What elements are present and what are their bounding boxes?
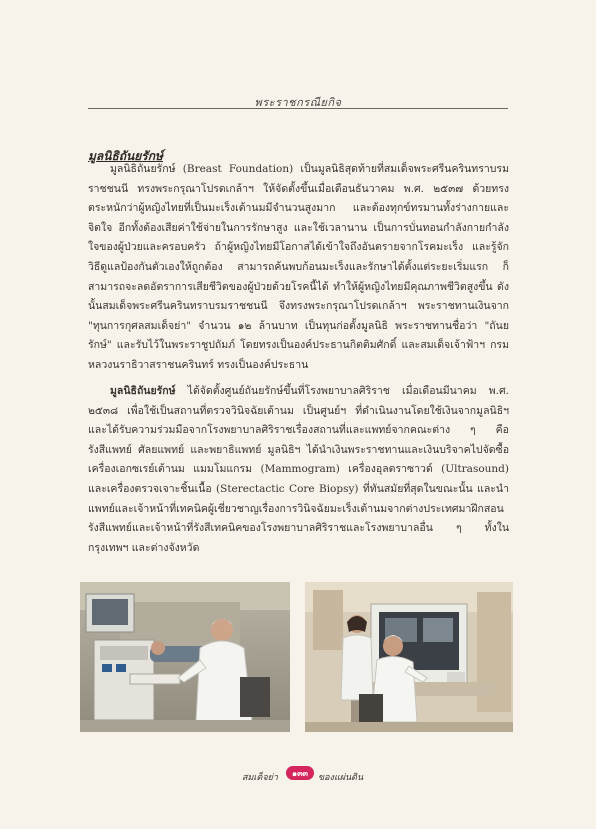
page-number-badge: ๑๓๓ — [286, 766, 314, 780]
paragraph-1 — [88, 160, 509, 376]
header-rule — [88, 108, 508, 109]
paragraph-2-lead: มูลนิธิถันยรักษ์ — [110, 385, 176, 397]
footer-book-title-right: ของแผ่นดิน — [318, 773, 364, 783]
running-header: พระราชกรณียกิจ — [254, 96, 342, 109]
paragraph-1-text: มูลนิธิถันยรักษ์ (Breast Foundation) เป็นมูลนิธิสุดท้ายที่สมเด็จพระศรีนครินทราบรมราชชนนี ทรงพระกรุณาโปรดเกล้าฯ ให้จัดตั้งขึ้นเมื่อเดือนธันวาคม พ.ศ. ๒๕๓๗ ด้วยทรงตระหนักว่าผู้หญิงไทยที่เป็นมะเร็งเต้านมมีจำนวนสูงมาก และต้องทุกข์ทรมานทั้งร่างกายและจิตใจ อีกทั้งต้องเสียค่าใช้จ่ายในการรักษาสูง และใช้เวลานาน เป็นการบั่นทอนกำลังกายกำลังใจของผู้ป่วยและครอบครัว ถ้าผู้หญิงไทยมีโอกาสได้เข้าใจถึงอันตรายจากโรคมะเร็ง และรู้จักวิธีดูแลป้องกันตัวเองให้ถูกต้อง สามารถค้นพบก้อนมะเร็งและรักษาได้ตั้งแต่ระยะเริ่มแรก ก็สามารถจะลดอัตราการเสียชีวิตของผู้ป่วยด้วยโรคนี้ได้ ทำให้ผู้หญิงไทยมีคุณภาพชีวิตสูงขึ้น ดังนั้นสมเด็จพระศรีนครินทราบรมราชชนนี จึงทรงพระกรุณาโปรดเกล้าฯ พระราชทานเงินจาก "ทุนการกุศลสมเด็จย่า" จำนวน ๑๒ ล้านบาท เป็นทุนก่อตั้งมูลนิธิ พระราชทานชื่อว่า "ถันยรักษ์" และรับไว้ในพระราชูปถัมภ์ โดยทรงเป็นองค์ประธานกิตติมศักดิ์ และสมเด็จเจ้าฟ้าฯ กรมหลวงนราธิวาสราชนครินทร์ ทรงเป็นองค์ประธาน — [88, 163, 509, 371]
paragraph-2-text: ได้จัดตั้งศูนย์ถันยรักษ์ขึ้นที่โรงพยาบาลศิริราช เมื่อเดือนมีนาคม พ.ศ. ๒๕๓๘ เพื่อใช้เป็นสถานที่ตรวจวินิจฉัยเต้านม เป็นศูนย์ฯ ที่ดำเนินงานโดยใช้เงินจากมูลนิธิฯ และได้รับความร่วมมือจากโรงพยาบาลศิริราชเรื่องสถานที่และแพทย์จากคณะต่าง ๆ คือ รังสีแพทย์ ศัลยแพทย์ และพยาธิแพทย์ มูลนิธิฯ ได้นำเงินพระราชทานและเงินบริจาคไปจัดซื้อเครื่องเอกซเรย์เต้านม แมมโมแกรม (Mammogram) เครื่องอุลตราซาวด์ (Ultrasound) และเครื่องตรวจเจาะชิ้นเนื้อ (Sterectactic Core Biopsy) ที่ทันสมัยที่สุดในขณะนั้น และนำแพทย์และเจ้าหน้าที่เทคนิคผู้เชี่ยวชาญเรื่องการวินิจฉัยมะเร็งเต้านมจากต่างประเทศมาฝึกสอนรังสีแพทย์และเจ้าหน้าที่รังสีเทคนิคของโรงพยาบาลศิริราชและโรงพยาบาลอื่น ๆ ทั้งในกรุงเทพฯ และต่างจังหวัด — [88, 385, 509, 554]
photo-biopsy-console — [305, 582, 513, 732]
footer-book-title-left: สมเด็จย่า — [242, 773, 278, 783]
photo-ultrasound-examination — [80, 582, 290, 732]
paragraph-2 — [88, 382, 509, 558]
section-heading: มูลนิธิถันยรักษ์ — [88, 149, 163, 163]
